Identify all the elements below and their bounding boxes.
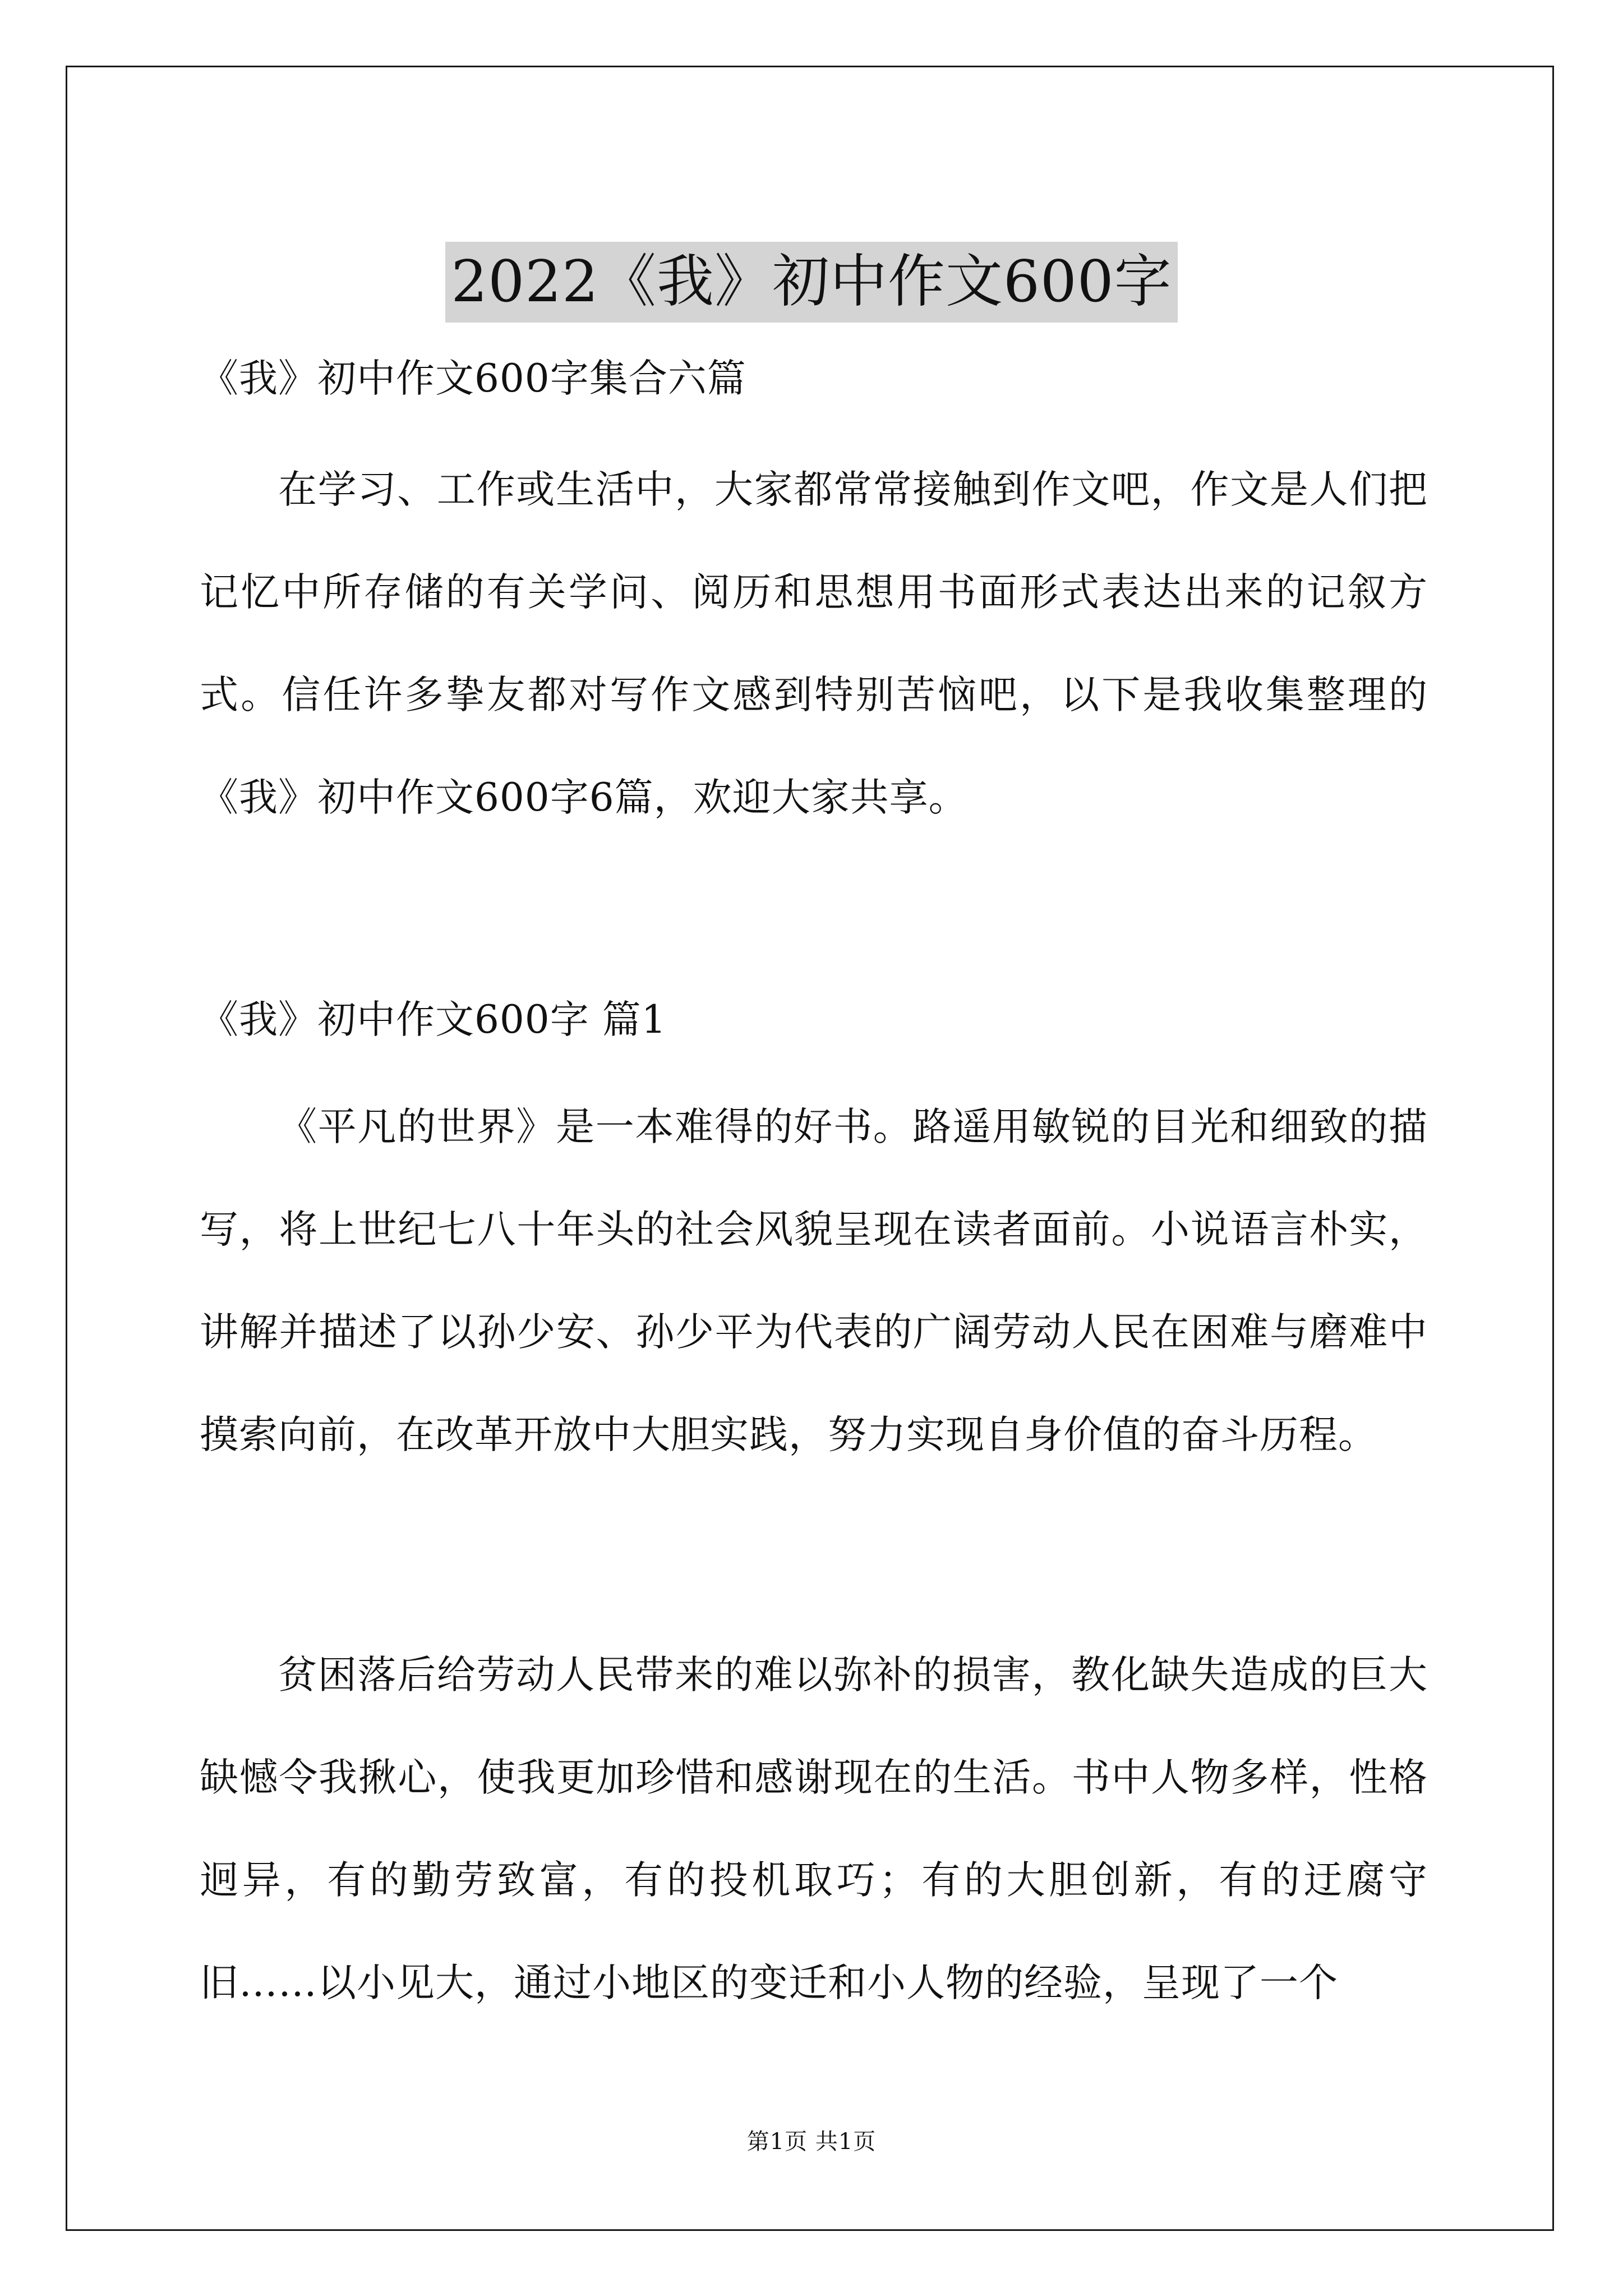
body-paragraph: 贫困落后给劳动人民带来的难以弥补的损害，教化缺失造成的巨大缺憾令我揪心，使我更加珍惜和感谢现在的生活。书中人物多样，性格迥异，有的勤劳致富，有的投机取巧；有的大胆创新，有的迂腐守旧……以小见大，通过小地区的变迁和小人物的经验，呈现了一个	[200, 1653, 1428, 2005]
page-footer: 第1页 共1页	[746, 2129, 877, 2155]
title-container	[0, 204, 1623, 361]
section-heading: 《我》初中作文600字 篇1	[200, 997, 667, 1042]
collection-heading: 《我》初中作文600字集合六篇	[200, 356, 746, 401]
intro-paragraph: 在学习、工作或生活中，大家都常常接触到作文吧，作文是人们把记忆中所存储的有关学问、阅历和思想用书面形式表达出来的记叙方式。信任许多挚友都对写作文感到特别苦恼吧，以下是我收集整理的《我》初中作文600字6篇，欢迎大家共享。	[200, 467, 1428, 820]
body-paragraph: 《平凡的世界》是一本难得的好书。路遥用敏锐的目光和细致的描写，将上世纪七八十年头的社会风貌呈现在读者面前。小说语言朴实，讲解并描述了以孙少安、孙少平为代表的广阔劳动人民在困难与磨难中摸索向前，在改革开放中大胆实践，努力实现自身价值的奋斗历程。	[200, 1105, 1428, 1457]
document-title: 2022《我》初中作文600字	[445, 242, 1177, 323]
